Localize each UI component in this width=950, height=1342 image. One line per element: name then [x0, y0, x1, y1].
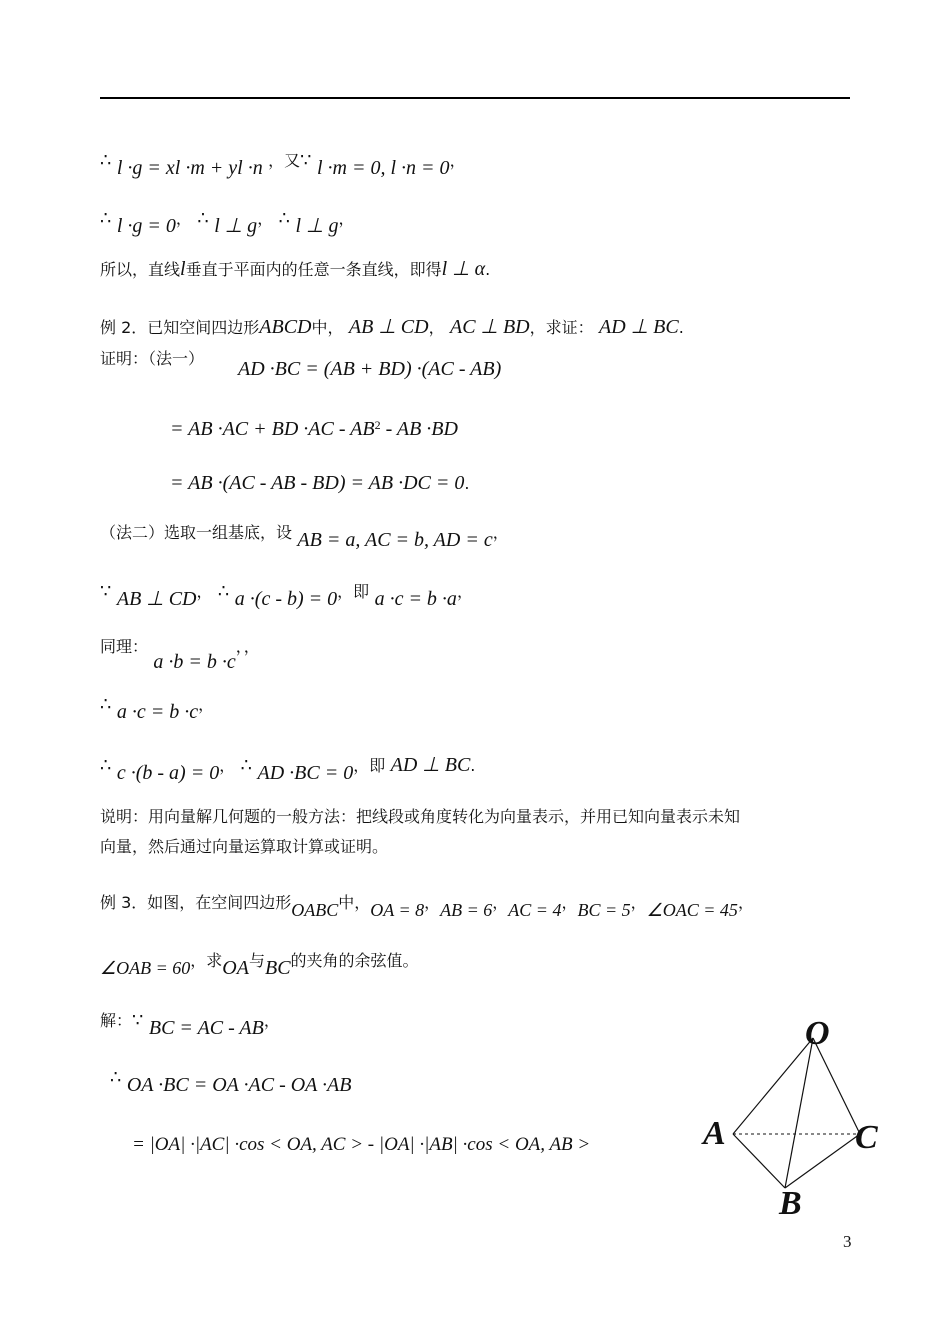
- text: 例 2．已知空间四边形: [100, 318, 260, 337]
- because-symbol: ∵: [132, 1010, 144, 1031]
- text: ，求证：: [529, 318, 594, 337]
- formula: BC = AC - AB: [148, 1017, 264, 1039]
- therefore-symbol: ∴: [197, 208, 209, 229]
- text: ，: [456, 582, 473, 601]
- edge-BC: [785, 1134, 860, 1188]
- vertex-label-B: B: [779, 1185, 802, 1220]
- text: 向量，然后通过向量运算取计算或证明。: [100, 837, 389, 856]
- formula: AB = 6: [440, 900, 493, 920]
- text: ，: [737, 893, 754, 912]
- text: ，: [257, 209, 274, 228]
- text: ，: [263, 1011, 280, 1030]
- header-rule: [100, 97, 850, 99]
- formula: AD ·BC = (AB + BD) ·(AC - AB): [238, 358, 502, 380]
- text: 证明：（法一）: [100, 349, 205, 368]
- example-3-question: [100, 948, 419, 979]
- formula: OA = 8: [370, 900, 425, 920]
- formula: AB = a, AC = b, AD = c: [297, 529, 493, 551]
- formula: a ·c = b ·c: [116, 701, 199, 723]
- therefore-symbol: ∴: [100, 755, 112, 776]
- text: 说明：用向量解几何题的一般方法：把线段或角度转化为向量表示，并用已知向量表示未知: [100, 807, 741, 826]
- line-10: [100, 578, 473, 610]
- formula: AC ⊥ BD: [449, 316, 530, 338]
- formula: BC = 5: [577, 900, 631, 920]
- text: ，: [219, 756, 236, 775]
- edge-OA: [733, 1038, 813, 1134]
- formula: = AB ·AC + BD ·AC - AB: [170, 418, 375, 440]
- formula: ∠OAB = 60: [100, 958, 191, 978]
- equation-line: [170, 418, 458, 441]
- formula: OA ·BC = OA ·AC - OA ·AB: [126, 1074, 352, 1096]
- text: ，即: [337, 582, 370, 601]
- formula: OA: [222, 957, 249, 979]
- formula: a ·c = b ·a: [374, 588, 457, 610]
- text: .: [464, 474, 470, 493]
- formula: AB ⊥ CD: [116, 588, 197, 610]
- text: ，: [630, 893, 647, 912]
- text: ，即: [353, 756, 386, 775]
- text: 与: [248, 951, 265, 970]
- formula: AD ⊥ BC: [390, 754, 471, 776]
- formula: - AB ·BD: [380, 418, 458, 440]
- formula: a ·b = b ·c: [153, 651, 236, 673]
- formula: BC: [264, 957, 291, 979]
- text: 例 3．如图，在空间四边形: [100, 893, 292, 912]
- text: ，: [175, 209, 192, 228]
- text: .: [485, 260, 491, 279]
- equation-line: [132, 1134, 590, 1156]
- formula: AD ·BC = 0: [257, 762, 354, 784]
- proof-method-2-label: [100, 520, 509, 551]
- text: ，，: [235, 637, 260, 656]
- text: 解：: [100, 1011, 133, 1030]
- formula: l: [180, 258, 186, 280]
- text: ，求: [190, 951, 223, 970]
- equation-line: [238, 358, 501, 381]
- page-number: 3: [843, 1232, 852, 1251]
- formula: l ·g = xl ·m + yl ·n: [116, 157, 263, 179]
- text: 中，: [338, 893, 371, 912]
- formula: l ⊥ g: [214, 215, 258, 237]
- therefore-symbol: ∴: [100, 150, 112, 171]
- text: .: [678, 318, 684, 337]
- therefore-symbol: ∴: [100, 694, 112, 715]
- therefore-symbol: ∴: [240, 755, 253, 776]
- text: 的夹角的余弦值。: [290, 951, 419, 970]
- text: ，: [492, 893, 509, 912]
- text: ，: [424, 893, 441, 912]
- because-symbol: ∵: [100, 581, 112, 602]
- formula: a ·(c - b) = 0: [234, 588, 338, 610]
- text: ，: [338, 209, 355, 228]
- therefore-symbol: ∴: [217, 581, 230, 602]
- text: 中，: [311, 318, 344, 337]
- therefore-symbol: ∴: [110, 1067, 122, 1088]
- line-13: [100, 752, 476, 784]
- text: ，: [198, 695, 215, 714]
- vertex-label-A: A: [703, 1115, 726, 1152]
- formula: ∠OAC = 45: [646, 900, 738, 920]
- text: （法二）选取一组基底，设: [100, 523, 293, 542]
- formula: AD ⊥ BC: [599, 316, 679, 338]
- formula: l ·g = 0: [116, 215, 176, 237]
- formula: c ·(b - a) = 0: [116, 762, 220, 784]
- note-line-1: [100, 804, 740, 827]
- formula: OABC: [291, 900, 339, 920]
- text: ，: [561, 893, 578, 912]
- vertex-label-O: O: [805, 1015, 830, 1052]
- line-2: [100, 205, 355, 237]
- line-11: [100, 634, 260, 673]
- edge-AB: [733, 1134, 785, 1188]
- text: ，: [492, 523, 509, 542]
- text: ，: [428, 318, 445, 337]
- solution-label: [100, 1008, 280, 1039]
- equation-line: [170, 472, 469, 495]
- formula: l ⊥ α: [441, 258, 486, 280]
- because-symbol: ∵: [300, 150, 312, 171]
- formula: AC = 4: [508, 900, 562, 920]
- line-1: [100, 148, 466, 179]
- superscript: 2: [374, 418, 381, 432]
- formula: = AB ·(AC - AB - BD) = AB ·DC = 0: [170, 472, 465, 494]
- text: 所以，直线: [100, 260, 181, 279]
- formula: = |OA| ·|AC| ·cos < OA, AC > - |OA| ·|AB| ·cos < OA, AB >: [132, 1134, 591, 1155]
- formula: l ⊥ g: [295, 215, 339, 237]
- formula: ABCD: [259, 316, 312, 338]
- formula: l ·m = 0, l ·n = 0: [317, 157, 450, 179]
- example-3-statement: [100, 890, 754, 920]
- edge-OC: [813, 1038, 860, 1134]
- line-12: [100, 692, 215, 723]
- note-line-2: [100, 834, 388, 857]
- text: .: [470, 756, 476, 775]
- therefore-symbol: ∴: [278, 208, 291, 229]
- tetrahedron-figure: [695, 1010, 905, 1220]
- text: ，又: [268, 151, 301, 170]
- line-3: [100, 256, 490, 281]
- line-19: [110, 1066, 352, 1096]
- formula: AB ⊥ CD: [348, 316, 429, 338]
- example-2-statement: [100, 314, 684, 339]
- vertex-label-C: C: [855, 1119, 878, 1156]
- text: 同理：: [100, 637, 149, 656]
- edge-OB: [785, 1038, 813, 1188]
- text: ，: [449, 151, 466, 170]
- therefore-symbol: ∴: [100, 208, 112, 229]
- text: ，: [196, 582, 213, 601]
- proof-method-1-label: [100, 346, 204, 369]
- text: 垂直于平面内的任意一条直线，即得: [185, 260, 442, 279]
